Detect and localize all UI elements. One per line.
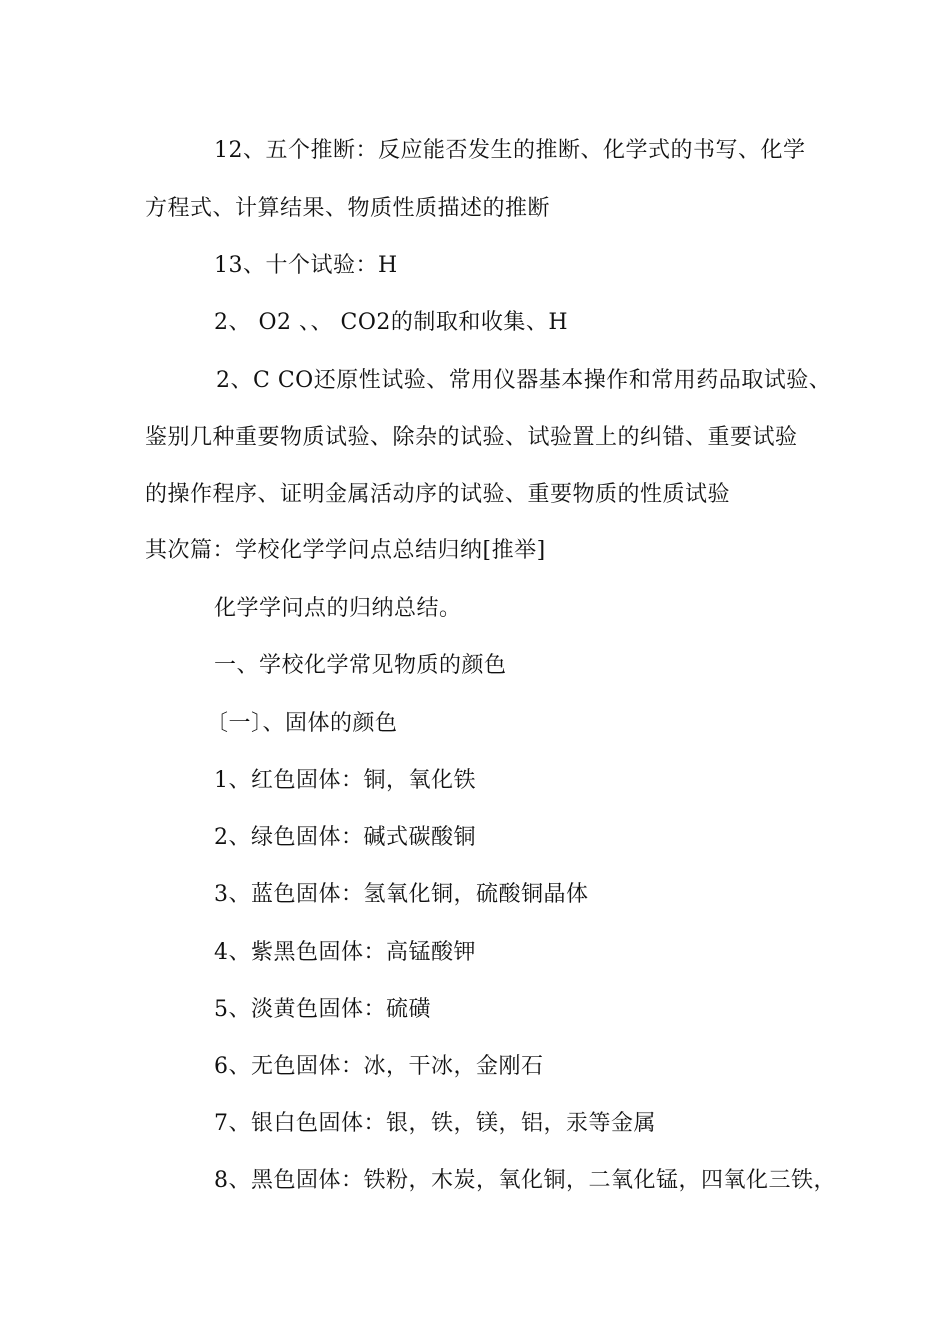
text-line: 12、五个推断：反应能否发生的推断、化学式的书写、化学 (214, 138, 806, 163)
list-item: 8、黑色固体：铁粉，木炭，氧化铜，二氧化锰，四氧化三铁， (214, 1168, 836, 1193)
text-line: 13、十个试验：H (214, 253, 398, 278)
list-item: 1、红色固体：铜，氧化铁 (214, 768, 476, 793)
text-line: 2、 O2 、、 CO2的制取和收集、H (214, 310, 569, 335)
text-line: 化学学问点的归纳总结。 (214, 596, 462, 621)
list-item: 4、紫黑色固体：高锰酸钾 (214, 940, 476, 965)
text-line: 2、C CO还原性试验、常用仪器基本操作和常用药品取试验、 (216, 368, 832, 393)
section-heading: 其次篇：学校化学学问点总结归纳[推举] (145, 538, 546, 563)
subsection-heading: 〔一〕、固体的颜色 (206, 711, 398, 736)
subsection-heading: 一、学校化学常见物质的颜色 (214, 653, 507, 678)
text-line: 的操作程序、证明金属活动序的试验、重要物质的性质试验 (145, 482, 731, 507)
text-line: 鉴别几种重要物质试验、除杂的试验、试验置上的纠错、重要试验 (145, 425, 798, 450)
list-item: 5、淡黄色固体：硫磺 (214, 997, 431, 1022)
list-item: 6、无色固体：冰，干冰，金刚石 (214, 1054, 544, 1079)
text-line: 方程式、计算结果、物质性质描述的推断 (145, 196, 551, 221)
list-item: 2、绿色固体：碱式碳酸铜 (214, 825, 476, 850)
list-item: 7、银白色固体：银，铁，镁，铝，汞等金属 (214, 1111, 656, 1136)
list-item: 3、蓝色固体：氢氧化铜，硫酸铜晶体 (214, 882, 589, 907)
